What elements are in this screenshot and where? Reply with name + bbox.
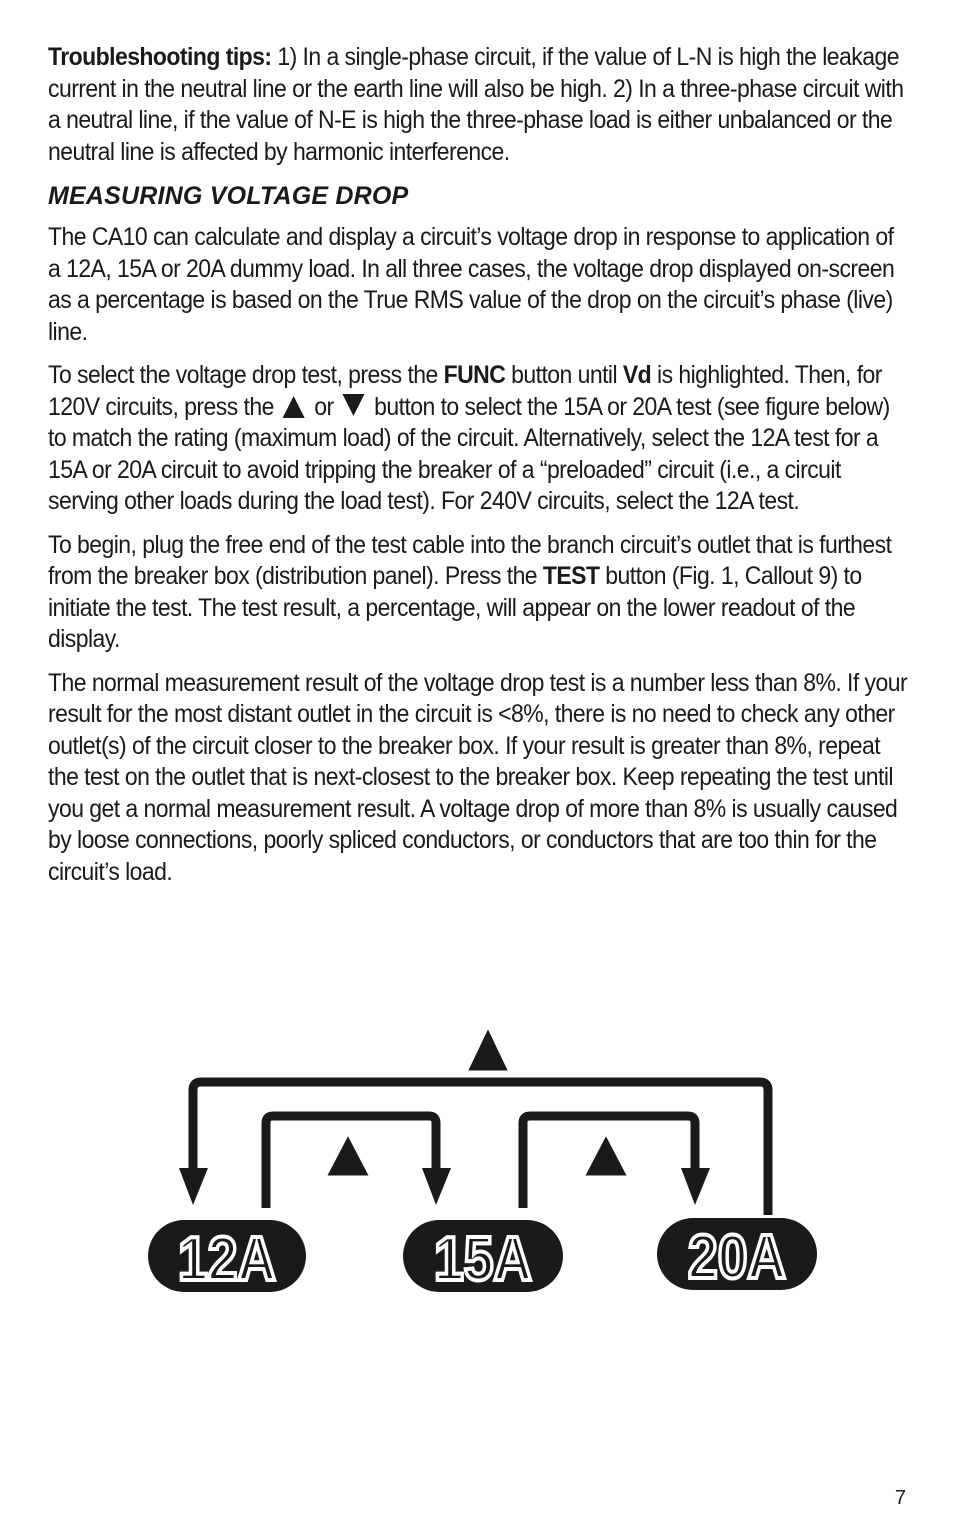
option-label-12a: 12A xyxy=(178,1225,276,1294)
select-test-paragraph: To select the voltage drop test, press the FUNC button until Vd is highlighted. Then, for 120V circuits, press the or button to select the 15A or 20A test (see figure below) to match the rating (maximum load) of the circuit. Alternatively, select the 12A test for a 15A or 20A circuit to avoid tripping the breaker of a “preloaded” circuit (i.e., a circuit serving other loads during the load test). For 240V circuits, select the 12A test. xyxy=(48,361,890,515)
up-arrow-icon xyxy=(325,1133,371,1177)
up-arrow-icon xyxy=(583,1133,629,1177)
vd-label: Vd xyxy=(622,361,652,389)
tips-label: Troubleshooting tips: xyxy=(48,43,272,71)
troubleshooting-tips xyxy=(48,42,910,168)
func-button-label: FUNC xyxy=(443,361,506,389)
option-label-20a: 20A xyxy=(688,1223,786,1292)
result-paragraph: The normal measurement result of the voltage drop test is a number less than 8%. If your result for the most distant outlet in the circuit is <8%, there is no need to check any other outlet(s) of the circuit closer to the breaker box. If your result is greater than 8%, repeat the test on the outlet that is next-closest to the breaker box. Keep repeating the test until you get a normal measurement result. A voltage drop of more than 8% is usually caused by loose connections, poorly spliced conductors, or conductors that are too thin for the circuit’s load. xyxy=(48,668,908,886)
page-body xyxy=(48,42,910,900)
section-heading: MEASURING VOLTAGE DROP xyxy=(48,182,409,210)
test-button-label: TEST xyxy=(542,562,600,590)
begin-test-paragraph: To begin, plug the free end of the test cable into the branch circuit’s outlet that is furthest from the breaker box (distribution panel). Press the TEST button (Fig. 1, Callout 9) to initiate the test. The test result, a percentage, will appear on the lower readout of the display. xyxy=(48,530,892,653)
cycle-line-outer xyxy=(193,1082,768,1215)
option-label-15a: 15A xyxy=(434,1225,532,1294)
down-arrow-icon xyxy=(343,394,365,416)
arrow-head-15a xyxy=(422,1168,451,1205)
arrow-head-12a xyxy=(179,1168,208,1205)
arrow-head-20a xyxy=(681,1168,710,1205)
page-number: 7 xyxy=(894,1487,906,1509)
up-arrow-icon xyxy=(283,396,305,418)
tips-text: 1) In a single-phase circuit, if the value of L-N is high the leakage current in the neutral line or the earth line will also be high. 2) In a three-phase circuit with a neutral line, if the value of N-E is high the three-phase load is either unbalanced or the neutral line is affected by harmonic interference. xyxy=(48,43,904,166)
load-selection-diagram xyxy=(0,1010,954,1310)
intro-paragraph: The CA10 can calculate and display a circuit’s voltage drop in response to application of a 12A, 15A or 20A dummy load. In all three cases, the voltage drop displayed on-screen as a percentage is based on the True RMS value of the drop on the circuit’s phase (live) line. xyxy=(48,223,895,346)
